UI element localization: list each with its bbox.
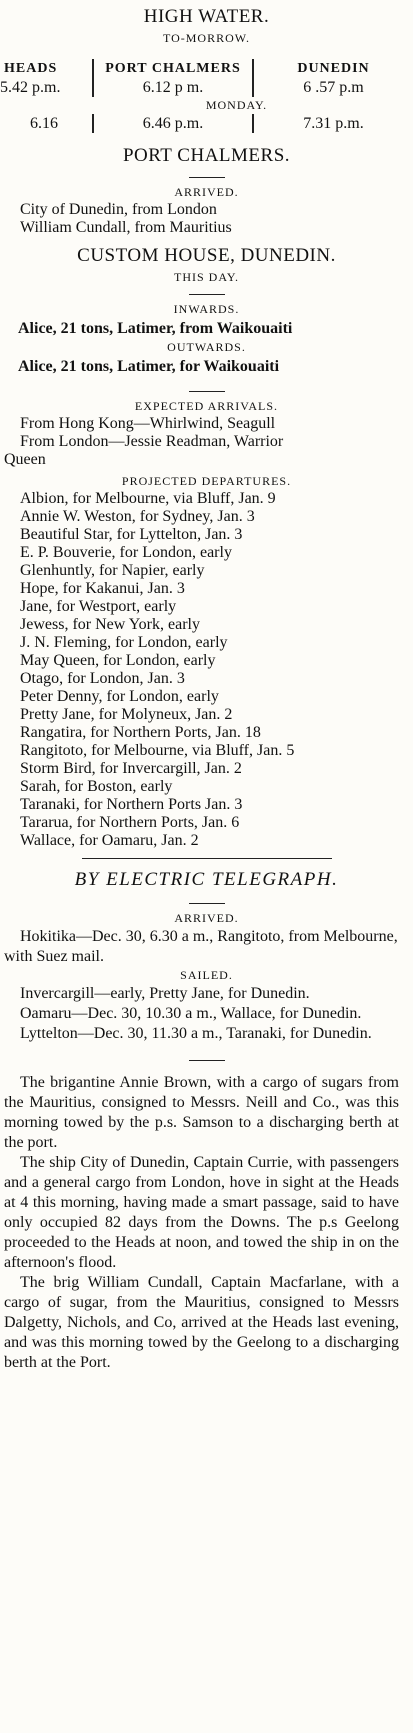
- tide-monday-row: [0, 114, 413, 133]
- departure-line: Otago, for London, Jan. 3: [20, 670, 185, 687]
- departure-line: Peter Denny, for London, early: [20, 688, 219, 705]
- tomorrow-dunedin: 6 .57 p.m: [252, 78, 413, 97]
- tomorrow-heads: 5.42 p.m.: [0, 79, 61, 96]
- telegraph-sailed-entry: Lyttelton—Dec. 30, 11.30 a m., Taranaki, for Dunedin.: [20, 1025, 372, 1042]
- port-column-label: PORT CHALMERS: [92, 59, 252, 78]
- monday-port: 6.46 p.m.: [92, 114, 252, 133]
- departure-line: Sarah, for Boston, early: [20, 778, 173, 795]
- divider: [189, 294, 225, 295]
- telegraph-title: BY ELECTRIC TELEGRAPH.: [74, 869, 339, 890]
- custom-house-title: CUSTOM HOUSE, DUNEDIN.: [77, 245, 336, 266]
- news-paragraph: The brig William Cundall, Captain Macfarlane, with a cargo of sugar, from the Mauritius, consigned to Messrs Dalgetty, Nichols, and Co, arrived at the Heads last evening, and was this morning towed by the Geelong to a discharging berth at the Port.: [4, 1274, 399, 1371]
- departure-line: Beautiful Star, for Lyttelton, Jan. 3: [20, 526, 243, 543]
- monday-label: MONDAY.: [205, 98, 268, 112]
- projected-departures-list: [0, 490, 413, 850]
- custom-house-subtitle: THIS DAY.: [173, 270, 239, 284]
- departure-line: Jewess, for New York, early: [20, 616, 200, 633]
- expected-arrivals-label: EXPECTED ARRIVALS.: [134, 399, 279, 413]
- high-water-subtitle: TO-MORROW.: [162, 31, 250, 45]
- departure-line: Jane, for Westport, early: [20, 598, 177, 615]
- port-arrived-item: William Cundall, from Mauritius: [20, 219, 232, 236]
- heads-column-label: HEADS: [4, 61, 58, 76]
- departure-line: J. N. Fleming, for London, early: [20, 634, 228, 651]
- departure-line: Pretty Jane, for Molyneux, Jan. 2: [20, 706, 233, 723]
- monday-dunedin: 7.31 p.m.: [252, 114, 413, 133]
- telegraph-arrived-label: ARRIVED.: [174, 911, 239, 925]
- divider: [82, 858, 332, 859]
- divider: [189, 177, 225, 178]
- telegraph-sailed-entry: Invercargill—early, Pretty Jane, for Dunedin.: [20, 985, 310, 1002]
- departure-line: Glenhuntly, for Napier, early: [20, 562, 205, 579]
- outwards-label: OUTWARDS.: [167, 340, 246, 354]
- divider: [189, 391, 225, 392]
- telegraph-arrived-entry: Hokitika—Dec. 30, 6.30 a m., Rangitoto, from Melbourne, with Suez mail.: [4, 928, 398, 965]
- departure-line: Annie W. Weston, for Sydney, Jan. 3: [20, 508, 255, 525]
- departure-line: Albion, for Melbourne, via Bluff, Jan. 9: [20, 490, 276, 507]
- monday-heads: 6.16: [30, 115, 58, 132]
- tomorrow-port: 6.12 p m.: [92, 78, 252, 97]
- port-arrived-item: City of Dunedin, from London: [20, 201, 217, 218]
- expected-arrival-line: From London—Jessie Readman, Warrior: [20, 433, 284, 450]
- departure-line: Rangatira, for Northern Ports, Jan. 18: [20, 724, 261, 741]
- tide-header-row: [0, 59, 413, 78]
- news-paragraph: The ship City of Dunedin, Captain Currie, with passengers and a general cargo from London, hove in sight at the Heads at 4 this morning, having made a smart passage, said to have only occupied 82 days from the Downs. The p.s Geelong proceeded to the Heads at noon, and towed the ship in on the afternoon's flood.: [4, 1154, 399, 1271]
- port-arrived-label: ARRIVED.: [174, 185, 239, 199]
- high-water-title: HIGH WATER.: [143, 6, 270, 27]
- departure-line: Taranaki, for Northern Ports Jan. 3: [20, 796, 243, 813]
- departure-line: Tararua, for Northern Ports, Jan. 6: [20, 814, 240, 831]
- telegraph-sailed-label: SAILED.: [180, 968, 233, 982]
- departure-line: May Queen, for London, early: [20, 652, 216, 669]
- news-paragraph: The brigantine Annie Brown, with a cargo of sugars from the Mauritius, consigned to Messrs. Neill and Co., was this morning towed by the p.s. Samson to a discharging berth at the port.: [4, 1074, 399, 1151]
- departure-line: Hope, for Kakanui, Jan. 3: [20, 580, 185, 597]
- divider: [189, 1060, 225, 1061]
- expected-arrival-line: From Hong Kong—Whirlwind, Seagull: [20, 415, 276, 432]
- expected-arrival-line: Queen: [4, 451, 46, 468]
- inwards-label: INWARDS.: [173, 302, 240, 316]
- telegraph-sailed-entry: Oamaru—Dec. 30, 10.30 a m., Wallace, for Dunedin.: [20, 1005, 362, 1022]
- tide-tomorrow-row: [0, 78, 413, 97]
- departure-line: E. P. Bouverie, for London, early: [20, 544, 232, 561]
- projected-departures-label: PROJECTED DEPARTURES.: [121, 474, 292, 488]
- port-chalmers-title: PORT CHALMERS.: [122, 145, 291, 166]
- departure-line: Rangitoto, for Melbourne, via Bluff, Jan. 5: [20, 742, 295, 759]
- departure-line: Wallace, for Oamaru, Jan. 2: [20, 832, 199, 849]
- inwards-entry: Alice, 21 tons, Latimer, from Waikouaiti: [18, 320, 293, 337]
- dunedin-column-label: DUNEDIN: [252, 59, 413, 78]
- divider: [189, 903, 225, 904]
- outwards-entry: Alice, 21 tons, Latimer, for Waikouaiti: [18, 358, 280, 375]
- departure-line: Storm Bird, for Invercargill, Jan. 2: [20, 760, 242, 777]
